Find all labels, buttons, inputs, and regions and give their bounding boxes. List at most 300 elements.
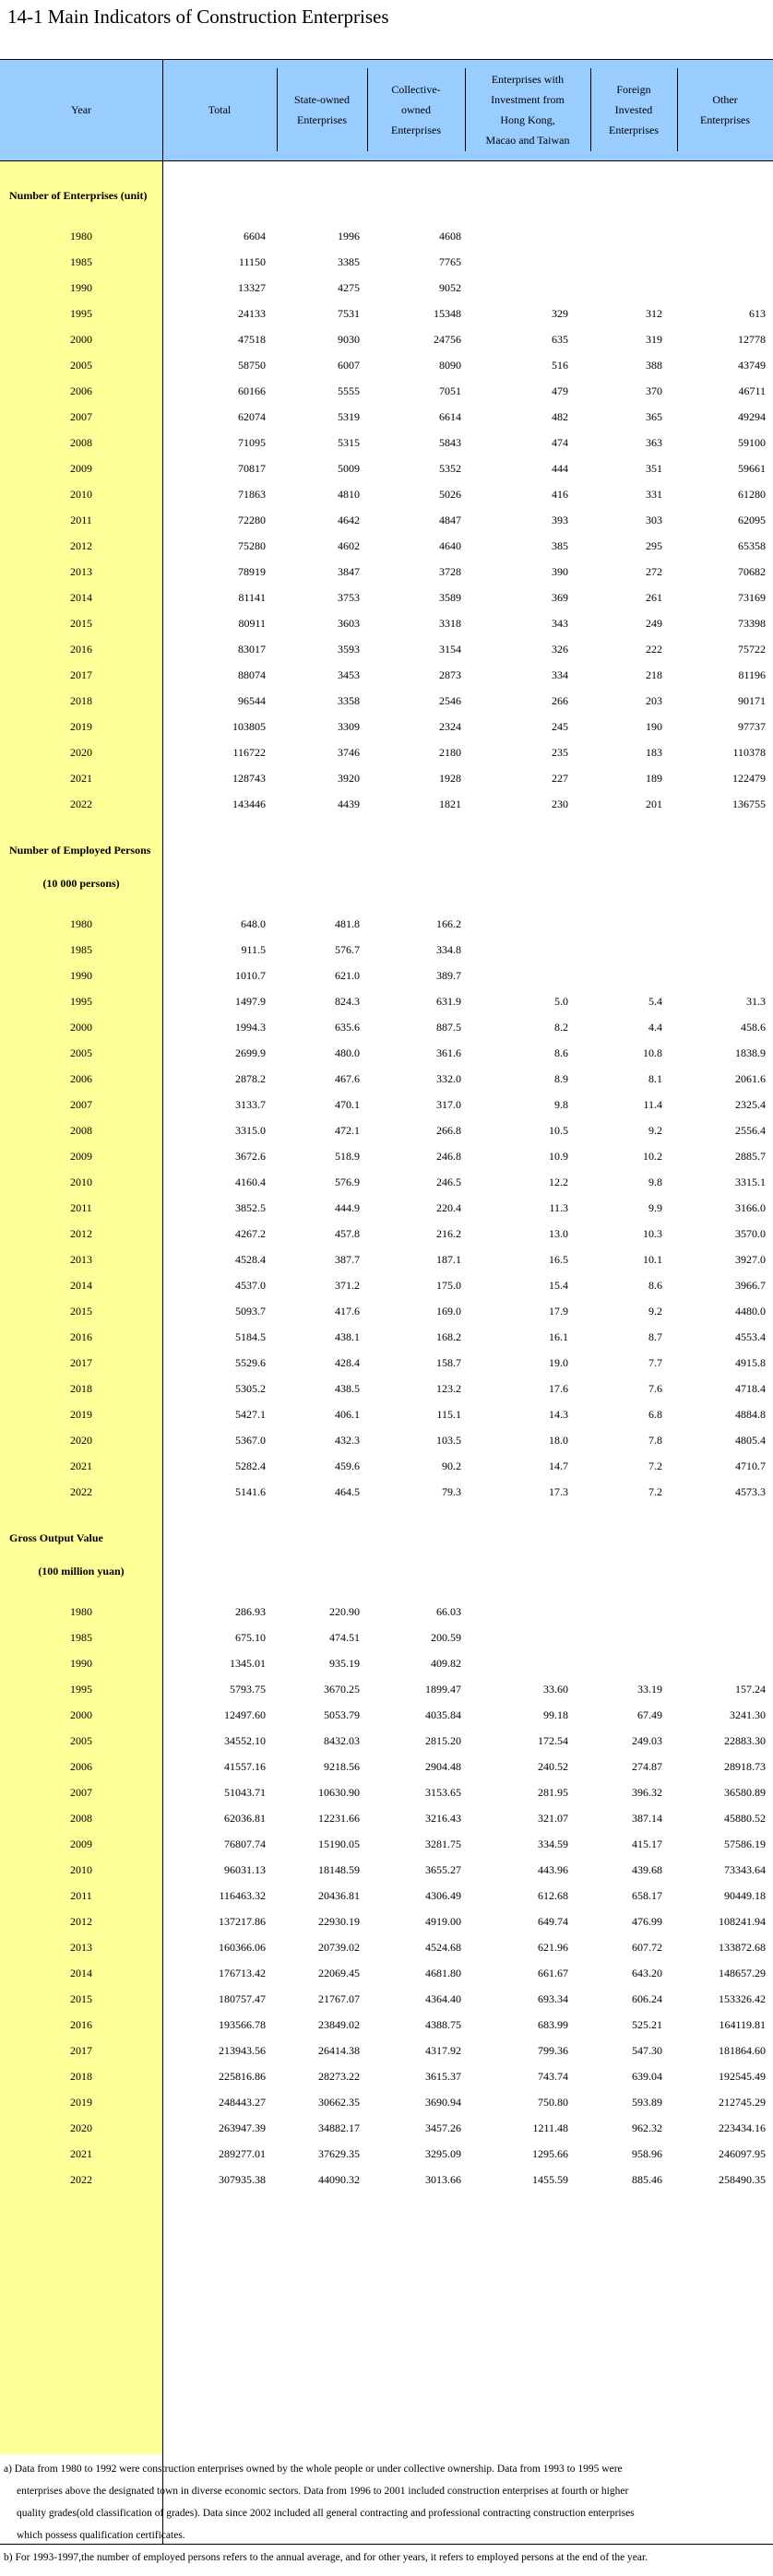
value-cell: 7.6: [648, 1382, 662, 1395]
value-cell: 4267.2: [235, 1227, 266, 1240]
value-cell: 518.9: [335, 1150, 360, 1163]
footnote-line: b) For 1993-1997,the number of employed persons refers to the annual average, and for other years, it refers to employed persons at the end of the year.: [4, 2552, 648, 2563]
table-row: [0, 223, 773, 249]
value-cell: 480.0: [335, 1046, 360, 1059]
value-cell: 180757.47: [219, 1992, 266, 2005]
year-cell: 2015: [70, 1992, 92, 2005]
value-cell: 81141: [238, 591, 266, 604]
table-row: [0, 404, 773, 430]
year-cell: 2010: [70, 1176, 92, 1188]
table-row: [0, 911, 773, 937]
value-cell: 1928: [439, 772, 461, 785]
value-cell: 220.90: [329, 1605, 360, 1618]
year-cell: 2021: [70, 772, 92, 785]
value-cell: 438.1: [335, 1330, 360, 1343]
table-row: [0, 2063, 773, 2089]
value-cell: 3241.30: [730, 1708, 766, 1721]
value-cell: 516: [552, 359, 568, 372]
value-cell: 443.96: [538, 1863, 568, 1876]
value-cell: 261: [646, 591, 662, 604]
value-cell: 416: [552, 488, 568, 501]
value-cell: 3753: [338, 591, 360, 604]
table-row: [0, 1195, 773, 1221]
value-cell: 479: [552, 384, 568, 397]
value-cell: 390: [552, 565, 568, 578]
value-cell: 406.1: [335, 1408, 360, 1421]
year-cell: 2014: [70, 1279, 92, 1292]
value-cell: 481.8: [335, 917, 360, 930]
year-cell: 2000: [70, 1708, 92, 1721]
header-collective-line: Enterprises: [391, 124, 441, 136]
value-cell: 266.8: [436, 1124, 461, 1137]
year-cell: 2009: [70, 1150, 92, 1163]
value-cell: 33.60: [543, 1683, 568, 1696]
value-cell: 7.2: [648, 1485, 662, 1498]
header-state-line: Enterprises: [297, 113, 347, 126]
value-cell: 5427.1: [235, 1408, 266, 1421]
value-cell: 3318: [439, 617, 461, 630]
value-cell: 220.4: [436, 1201, 461, 1214]
table-row: [0, 1908, 773, 1934]
value-cell: 4275: [338, 281, 360, 294]
year-cell: 2010: [70, 1863, 92, 1876]
value-cell: 824.3: [335, 995, 360, 1008]
value-cell: 31.3: [746, 995, 766, 1008]
table-row: [0, 1479, 773, 1505]
value-cell: 11.3: [549, 1201, 568, 1214]
value-cell: 3154: [439, 643, 461, 656]
value-cell: 3133.7: [235, 1098, 266, 1111]
value-cell: 3315.0: [235, 1124, 266, 1137]
value-cell: 3385: [338, 255, 360, 268]
section-label: Number of Enterprises (unit): [9, 189, 148, 202]
value-cell: 9.2: [648, 1124, 662, 1137]
table-row: [0, 1040, 773, 1066]
value-cell: 5352: [439, 462, 461, 475]
value-cell: 34882.17: [318, 2121, 360, 2134]
value-cell: 8090: [439, 359, 461, 372]
value-cell: 289277.01: [219, 2147, 266, 2160]
value-cell: 4553.4: [735, 1330, 766, 1343]
value-cell: 24133: [238, 307, 266, 320]
year-cell: 2019: [70, 2096, 92, 2109]
value-cell: 4388.75: [425, 2018, 461, 2031]
value-cell: 365: [646, 410, 662, 423]
header-column-divider: [277, 68, 278, 151]
table-row: [0, 378, 773, 404]
value-cell: 17.9: [549, 1305, 568, 1318]
value-cell: 60166: [238, 384, 266, 397]
value-cell: 75280: [238, 539, 266, 552]
value-cell: 2556.4: [735, 1124, 766, 1137]
value-cell: 73169: [738, 591, 766, 604]
value-cell: 3728: [439, 565, 461, 578]
value-cell: 639.04: [632, 2070, 662, 2083]
value-cell: 168.2: [436, 1330, 461, 1343]
value-cell: 103.5: [436, 1434, 461, 1447]
value-cell: 4681.80: [425, 1967, 461, 1979]
value-cell: 319: [646, 333, 662, 346]
value-cell: 34552.10: [224, 1734, 266, 1747]
value-cell: 71095: [238, 436, 266, 449]
header-collective: [367, 59, 465, 160]
value-cell: 5793.75: [230, 1683, 266, 1696]
header-total: [162, 59, 277, 160]
value-cell: 4035.84: [425, 1708, 461, 1721]
value-cell: 317.0: [436, 1098, 461, 1111]
year-cell: 2007: [70, 1786, 92, 1799]
value-cell: 83017: [238, 643, 266, 656]
value-cell: 2878.2: [235, 1072, 266, 1085]
value-cell: 213943.56: [219, 2044, 266, 2057]
table-row: [0, 1676, 773, 1702]
year-cell: 1980: [70, 917, 92, 930]
value-cell: 12778: [738, 333, 766, 346]
year-cell: 2016: [70, 2018, 92, 2031]
value-cell: 743.74: [538, 2070, 568, 2083]
section-label: Number of Employed Persons: [9, 844, 151, 857]
value-cell: 3589: [439, 591, 461, 604]
table-row: [0, 1960, 773, 1986]
value-cell: 20739.02: [318, 1941, 360, 1954]
table-row: [0, 1427, 773, 1453]
header-foreign-line: Foreign: [616, 83, 651, 96]
value-cell: 70817: [238, 462, 266, 475]
value-cell: 4306.49: [425, 1889, 461, 1902]
value-cell: 7051: [439, 384, 461, 397]
table-row: [0, 1092, 773, 1117]
value-cell: 612.68: [538, 1889, 568, 1902]
year-cell: 2006: [70, 1072, 92, 1085]
year-cell: 2006: [70, 1760, 92, 1773]
value-cell: 96031.13: [224, 1863, 266, 1876]
value-cell: 321.07: [538, 1812, 568, 1825]
value-cell: 18.0: [549, 1434, 568, 1447]
header-hkmt-line: Hong Kong,: [500, 113, 555, 126]
value-cell: 2885.7: [735, 1150, 766, 1163]
value-cell: 4537.0: [235, 1279, 266, 1292]
header-other-line: Enterprises: [700, 113, 750, 126]
value-cell: 28918.73: [724, 1760, 766, 1773]
table-row: [0, 1805, 773, 1831]
value-cell: 1497.9: [235, 995, 266, 1008]
value-cell: 122479: [732, 772, 766, 785]
value-cell: 75722: [738, 643, 766, 656]
value-cell: 6.8: [648, 1408, 662, 1421]
value-cell: 4805.4: [735, 1434, 766, 1447]
value-cell: 3847: [338, 565, 360, 578]
table-row: [0, 2141, 773, 2167]
value-cell: 28273.22: [318, 2070, 360, 2083]
year-cell: 1995: [70, 307, 92, 320]
value-cell: 79.3: [442, 1485, 461, 1498]
value-cell: 331: [646, 488, 662, 501]
value-cell: 444.9: [335, 1201, 360, 1214]
value-cell: 72280: [238, 514, 266, 526]
value-cell: 90449.18: [724, 1889, 766, 1902]
value-cell: 148657.29: [719, 1967, 766, 1979]
value-cell: 6614: [439, 410, 461, 423]
table-row: [0, 2115, 773, 2141]
value-cell: 1996: [338, 230, 360, 242]
value-cell: 9030: [338, 333, 360, 346]
value-cell: 547.30: [632, 2044, 662, 2057]
value-cell: 482: [552, 410, 568, 423]
value-cell: 62074: [238, 410, 266, 423]
footnote-line: enterprises above the designated town in diverse economic sectors. Data from 1996 to 2001 included construction enterprises at fourth or higher: [17, 2486, 629, 2497]
value-cell: 2904.48: [425, 1760, 461, 1773]
value-cell: 370: [646, 384, 662, 397]
value-cell: 3281.75: [425, 1837, 461, 1850]
table-row: [0, 585, 773, 610]
value-cell: 57586.19: [724, 1837, 766, 1850]
value-cell: 246097.95: [719, 2147, 766, 2160]
value-cell: 385: [552, 539, 568, 552]
value-cell: 22069.45: [318, 1967, 360, 1979]
value-cell: 263947.39: [219, 2121, 266, 2134]
value-cell: 5843: [439, 436, 461, 449]
value-cell: 428.4: [335, 1356, 360, 1369]
table-row: [0, 937, 773, 963]
table-row: [0, 1650, 773, 1676]
header-foreign-line: Invested: [614, 103, 653, 116]
table-row: [0, 765, 773, 791]
year-cell: 2019: [70, 1408, 92, 1421]
value-cell: 22883.30: [724, 1734, 766, 1747]
value-cell: 8.7: [648, 1330, 662, 1343]
year-cell: 2012: [70, 1915, 92, 1928]
value-cell: 4317.92: [425, 2044, 461, 2057]
header-column-divider: [590, 68, 591, 151]
value-cell: 613: [749, 307, 766, 320]
value-cell: 223434.16: [719, 2121, 766, 2134]
value-cell: 576.9: [335, 1176, 360, 1188]
year-cell: 2017: [70, 2044, 92, 2057]
value-cell: 175.0: [436, 1279, 461, 1292]
table-row: [0, 1986, 773, 2012]
value-cell: 90.2: [442, 1459, 461, 1472]
value-cell: 67.49: [637, 1708, 662, 1721]
year-cell: 2014: [70, 591, 92, 604]
value-cell: 249.03: [632, 1734, 662, 1747]
indicators-table: [0, 59, 773, 2454]
value-cell: 9.8: [648, 1176, 662, 1188]
header-column-divider: [465, 68, 466, 151]
year-cell: 2020: [70, 746, 92, 759]
year-cell: 2021: [70, 1459, 92, 1472]
value-cell: 8.6: [648, 1279, 662, 1292]
table-row: [0, 481, 773, 507]
value-cell: 200.59: [431, 1631, 461, 1644]
value-cell: 661.67: [538, 1967, 568, 1979]
value-cell: 409.82: [431, 1657, 461, 1670]
value-cell: 61280: [738, 488, 766, 501]
header-other: [677, 59, 773, 160]
value-cell: 65358: [738, 539, 766, 552]
value-cell: 4710.7: [735, 1459, 766, 1472]
value-cell: 1821: [439, 798, 461, 810]
value-cell: 417.6: [335, 1305, 360, 1318]
value-cell: 169.0: [436, 1305, 461, 1318]
value-cell: 12.2: [549, 1176, 568, 1188]
value-cell: 4528.4: [235, 1253, 266, 1266]
value-cell: 5141.6: [235, 1485, 266, 1498]
value-cell: 4.4: [648, 1021, 662, 1034]
page-title: 14-1 Main Indicators of Construction Enterprises: [7, 6, 389, 28]
value-cell: 17.6: [549, 1382, 568, 1395]
value-cell: 11150: [238, 255, 266, 268]
value-cell: 222: [646, 643, 662, 656]
table-row: [0, 739, 773, 765]
table-row: [0, 2089, 773, 2115]
header-foreign: [590, 59, 677, 160]
value-cell: 3153.65: [425, 1786, 461, 1799]
value-cell: 887.5: [436, 1021, 461, 1034]
value-cell: 10.1: [643, 1253, 662, 1266]
value-cell: 363: [646, 436, 662, 449]
value-cell: 246.5: [436, 1176, 461, 1188]
value-cell: 6604: [244, 230, 266, 242]
table-row: [0, 2167, 773, 2192]
value-cell: 5093.7: [235, 1305, 266, 1318]
value-cell: 157.24: [735, 1683, 766, 1696]
value-cell: 21767.07: [318, 1992, 360, 2005]
value-cell: 334.59: [538, 1837, 568, 1850]
table-row: [0, 1247, 773, 1272]
value-cell: 439.68: [632, 1863, 662, 1876]
value-cell: 389.7: [436, 969, 461, 982]
year-cell: 2020: [70, 1434, 92, 1447]
value-cell: 26414.38: [318, 2044, 360, 2057]
value-cell: 10630.90: [318, 1786, 360, 1799]
value-cell: 1994.3: [235, 1021, 266, 1034]
value-cell: 274.87: [632, 1760, 662, 1773]
value-cell: 648.0: [241, 917, 266, 930]
table-row: [0, 1453, 773, 1479]
header-hkmt: [465, 59, 590, 160]
header-column-divider: [677, 68, 678, 151]
value-cell: 15190.05: [318, 1837, 360, 1850]
section-label: Gross Output Value: [9, 1531, 103, 1544]
value-cell: 4480.0: [735, 1305, 766, 1318]
value-cell: 88074: [238, 668, 266, 681]
value-cell: 16.5: [549, 1253, 568, 1266]
value-cell: 30662.35: [318, 2096, 360, 2109]
value-cell: 5026: [439, 488, 461, 501]
year-cell: 2010: [70, 488, 92, 501]
value-cell: 4160.4: [235, 1176, 266, 1188]
year-cell: 2009: [70, 462, 92, 475]
value-cell: 962.32: [632, 2121, 662, 2134]
value-cell: 444: [552, 462, 568, 475]
table-row: [0, 662, 773, 688]
value-cell: 137217.86: [219, 1915, 266, 1928]
value-cell: 7531: [338, 307, 360, 320]
value-cell: 1838.9: [735, 1046, 766, 1059]
year-cell: 2007: [70, 410, 92, 423]
value-cell: 7765: [439, 255, 461, 268]
value-cell: 5009: [338, 462, 360, 475]
year-cell: 2018: [70, 2070, 92, 2083]
value-cell: 525.21: [632, 2018, 662, 2031]
value-cell: 621.0: [335, 969, 360, 982]
value-cell: 18148.59: [318, 1863, 360, 1876]
table-row: [0, 1169, 773, 1195]
table-row: [0, 1376, 773, 1401]
value-cell: 43749: [738, 359, 766, 372]
value-cell: 24756: [434, 333, 461, 346]
value-cell: 3966.7: [735, 1279, 766, 1292]
value-cell: 201: [646, 798, 662, 810]
value-cell: 62036.81: [224, 1812, 266, 1825]
year-cell: 1980: [70, 1605, 92, 1618]
value-cell: 432.3: [335, 1434, 360, 1447]
year-cell: 2005: [70, 359, 92, 372]
table-row: [0, 610, 773, 636]
value-cell: 13327: [238, 281, 266, 294]
value-cell: 1211.48: [532, 2121, 568, 2134]
table-row: [0, 352, 773, 378]
value-cell: 116722: [232, 746, 266, 759]
value-cell: 212745.29: [719, 2096, 766, 2109]
value-cell: 10.9: [549, 1150, 568, 1163]
value-cell: 115.1: [436, 1408, 461, 1421]
table-row: [0, 1350, 773, 1376]
value-cell: 8432.03: [324, 1734, 360, 1747]
value-cell: 4718.4: [735, 1382, 766, 1395]
value-cell: 5529.6: [235, 1356, 266, 1369]
value-cell: 911.5: [241, 943, 266, 956]
value-cell: 334.8: [436, 943, 461, 956]
value-cell: 3670.25: [324, 1683, 360, 1696]
year-cell: 2011: [70, 1201, 92, 1214]
header-hkmt-line: Enterprises with: [491, 73, 565, 86]
value-cell: 166.2: [436, 917, 461, 930]
value-cell: 3570.0: [735, 1227, 766, 1240]
value-cell: 136755: [732, 798, 766, 810]
year-cell: 2017: [70, 668, 92, 681]
value-cell: 66.03: [436, 1605, 461, 1618]
value-cell: 635.6: [335, 1021, 360, 1034]
value-cell: 193566.78: [219, 2018, 266, 2031]
table-row: [0, 1143, 773, 1169]
value-cell: 387.7: [335, 1253, 360, 1266]
value-cell: 10.3: [643, 1227, 662, 1240]
year-cell: 2008: [70, 1124, 92, 1137]
value-cell: 326: [552, 643, 568, 656]
year-cell: 2006: [70, 384, 92, 397]
header-year: [0, 59, 162, 160]
table-row: [0, 1324, 773, 1350]
table-row: [0, 714, 773, 739]
value-cell: 8.2: [554, 1021, 568, 1034]
value-cell: 20436.81: [318, 1889, 360, 1902]
value-cell: 4919.00: [425, 1915, 461, 1928]
value-cell: 8.1: [648, 1072, 662, 1085]
table-row: [0, 326, 773, 352]
year-cell: 2008: [70, 436, 92, 449]
value-cell: 110378: [732, 746, 766, 759]
value-cell: 266: [552, 694, 568, 707]
value-cell: 10.2: [643, 1150, 662, 1163]
year-cell: 2000: [70, 1021, 92, 1034]
year-cell: 2007: [70, 1098, 92, 1111]
value-cell: 14.3: [549, 1408, 568, 1421]
value-cell: 5315: [338, 436, 360, 449]
value-cell: 5319: [338, 410, 360, 423]
table-row: [0, 1702, 773, 1728]
year-cell: 2000: [70, 333, 92, 346]
